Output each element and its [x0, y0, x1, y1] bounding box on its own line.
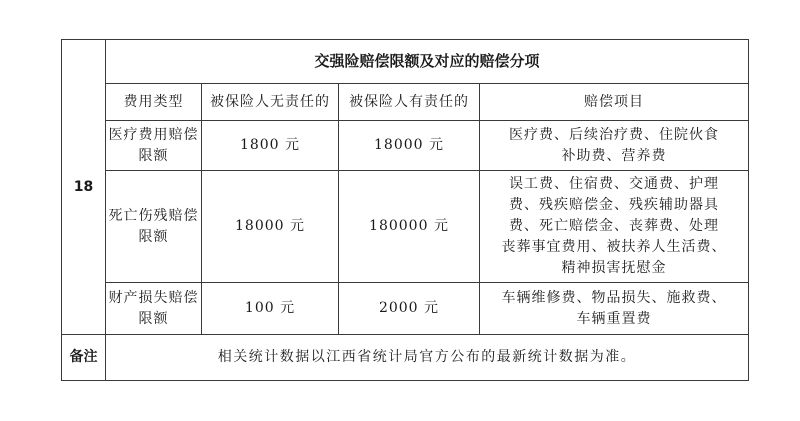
at-fault-cell: 180000 元 — [339, 171, 480, 283]
at-fault-cell: 18000 元 — [339, 121, 480, 171]
items-line: 费、残疾赔偿金、残疾辅助器具 — [509, 197, 719, 213]
items-line: 费、死亡赔偿金、丧葬费、处理 — [509, 218, 719, 234]
type-cell: 财产损失赔偿限额 — [106, 283, 202, 335]
items-line: 丧葬事宜费用、被扶养人生活费、 — [501, 239, 727, 255]
at-fault-cell: 2000 元 — [339, 283, 480, 335]
header-no-fault: 被保险人无责任的 — [202, 84, 339, 121]
compensation-table-frame — [61, 39, 748, 385]
table-row — [62, 283, 749, 335]
note-label: 备注 — [62, 335, 106, 381]
items-line: 车辆重置费 — [576, 310, 652, 327]
header-row — [62, 84, 749, 121]
no-fault-cell: 18000 元 — [202, 171, 339, 283]
items-line: 补助费、营养费 — [561, 147, 667, 164]
header-type: 费用类型 — [106, 84, 202, 121]
items-line: 精神损害抚慰金 — [561, 260, 667, 276]
table-row — [62, 171, 749, 283]
items-line: 误工费、住宿费、交通费、护理 — [509, 176, 719, 192]
no-fault-cell: 100 元 — [202, 283, 339, 335]
items-line: 医疗费、后续治疗费、住院伙食 — [509, 126, 719, 143]
items-cell — [480, 171, 749, 283]
items-line: 车辆维修费、物品损失、施救费、 — [501, 289, 727, 306]
header-items: 赔偿项目 — [480, 84, 749, 121]
title-row — [62, 40, 749, 84]
note-text: 相关统计数据以江西省统计局官方公布的最新统计数据为准。 — [106, 335, 749, 381]
row-number-cell: 18 — [62, 40, 106, 335]
items-cell — [480, 121, 749, 171]
table-row — [62, 121, 749, 171]
compensation-table — [61, 39, 749, 381]
no-fault-cell: 1800 元 — [202, 121, 339, 171]
note-row — [62, 335, 749, 381]
header-at-fault: 被保险人有责任的 — [339, 84, 480, 121]
table-title: 交强险赔偿限额及对应的赔偿分项 — [106, 40, 749, 84]
type-cell: 死亡伤残赔偿限额 — [106, 171, 202, 283]
type-cell: 医疗费用赔偿限额 — [106, 121, 202, 171]
items-cell — [480, 283, 749, 335]
